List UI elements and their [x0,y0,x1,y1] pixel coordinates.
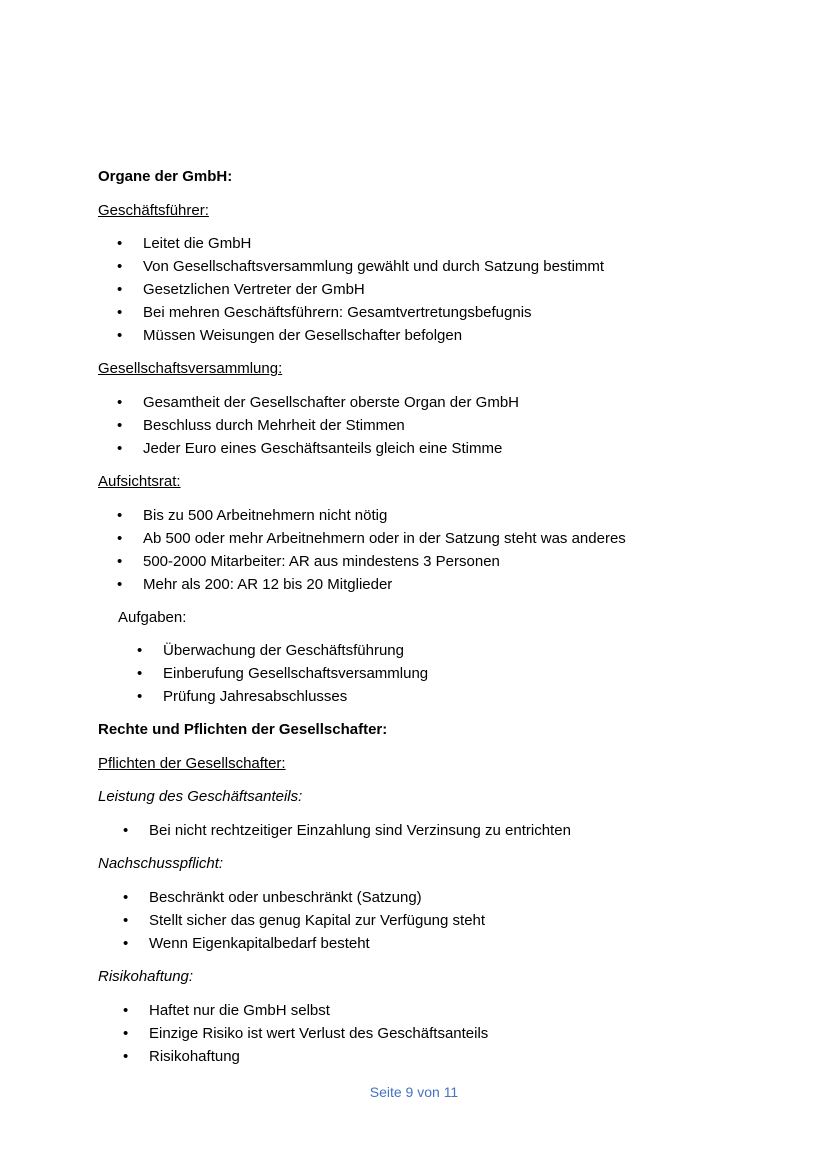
label-aufgaben: Aufgaben: [118,609,187,626]
bullet-icon: • [137,642,143,659]
bullet-icon: • [123,1025,129,1042]
bullet-icon: • [117,258,123,275]
heading-gesellschaftsversammlung: Gesellschaftsversammlung: [98,360,283,377]
document-page: Organe der GmbH: Geschäftsführer: • Leitet die GmbH • Von Gesellschaftsversammlung gewählt und durch Satzung bestimmt • Gesetzlichen Vertreter der GmbH • Bei mehren Geschäftsführern: Gesamtvertretungsbefugnis • Müssen Weisungen der Gesellschafter befolgen Gesellschaftsversammlung: • Gesamtheit der Gesellschafter oberste Organ der GmbH • Beschluss durch Mehrheit der Stimmen • Jeder Euro eines Geschäftsanteils gleich eine Stimme Aufsichtsrat: • Bis zu 500 Arbeitnehmern nicht nötig • Ab 500 oder mehr Arbeitnehmern oder in der Satzung steht was anderes • 500-2000 Mitarbeiter: AR aus mindestens 3 Personen • Mehr als 200: AR 12 bis 20 Mitglieder Aufgaben: • Überwachung der Geschäftsführung • Einberufung Gesellschaftsversammlung • Prüfung Jahresabschlusses Rechte und Pflichten der Gesellschafter: Pflichten der Gesellschafter: Leistung des Geschäftsanteils: • Bei nicht rechtzeitiger Einzahlung sind Verzinsung zu entrichten Nachschusspflicht: • Beschränkt oder unbeschränkt (Satzung) • Stellt sicher das genug Kapital zur Verfügung steht • Wenn Eigenkapitalbedarf besteht Risikohaftung: • Haftet nur die GmbH selbst • Einzige Risiko ist wert Verlust des Geschäftsanteils • Risikohaftung Seite 9 von 11 [0,0,828,1171]
bullet-icon: • [123,935,129,952]
bullet-icon: • [117,417,123,434]
heading-pflichten: Pflichten der Gesellschafter: [98,755,286,772]
bullet-icon: • [123,822,129,839]
bullet-icon: • [123,912,129,929]
heading-aufsichtsrat: Aufsichtsrat: [98,473,181,490]
bullet-icon: • [117,530,123,547]
bullet-icon: • [117,304,123,321]
bullet-icon: • [117,440,123,457]
bullet-icon: • [117,394,123,411]
subheading-leistung: Leistung des Geschäftsanteils: [98,788,303,805]
bullet-icon: • [117,576,123,593]
subheading-risikohaftung: Risikohaftung: [98,968,194,985]
bullet-icon: • [117,553,123,570]
bullet-icon: • [117,507,123,524]
bullet-icon: • [137,688,143,705]
bullet-icon: • [117,281,123,298]
page-number-footer: Seite 9 von 11 [369,1084,459,1100]
heading-geschaeftsfuehrer: Geschäftsführer: [98,202,209,219]
bullet-icon: • [137,665,143,682]
bullet-icon: • [117,235,123,252]
bullet-icon: • [117,327,123,344]
section-title-rechte: Rechte und Pflichten der Gesellschafter: [98,721,388,738]
bullet-icon: • [123,1002,129,1019]
section-title-organe: Organe der GmbH: [98,168,233,185]
subheading-nachschusspflicht: Nachschusspflicht: [98,855,224,872]
bullet-icon: • [123,889,129,906]
bullet-icon: • [123,1048,129,1065]
